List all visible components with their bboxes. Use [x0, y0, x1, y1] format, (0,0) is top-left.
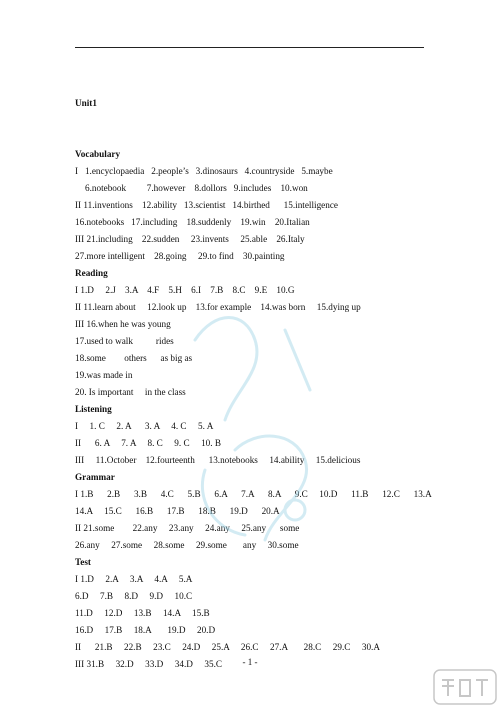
- answer-line: 16.notebooks 17.including 18.suddenly 19.win 20.Italian: [75, 217, 310, 227]
- section-heading: Vocabulary: [75, 149, 121, 159]
- answer-line: II 21.B 22.B 23.C 24.D 25.A 26.C 27.A 28.C 29.C 30.A: [75, 642, 380, 652]
- answer-line: III 21.including 22.sudden 23.invents 25.able 26.Italy: [75, 234, 305, 244]
- answer-line: 19.was made in: [75, 370, 133, 380]
- answer-line: III 31.B 32.D 33.D 34.D 35.C: [75, 659, 222, 669]
- answer-line: 11.D 12.D 13.B 14.A 15.B: [75, 608, 210, 618]
- answer-line: I 1.encyclopaedia 2.people’s 3.dinosaurs 4.countryside 5.maybe: [75, 166, 333, 176]
- unit-title: Unit1: [75, 98, 97, 108]
- answer-line: 27.more intelligent 28.going 29.to find 30.painting: [75, 251, 285, 261]
- answer-line: III 16.when he was young: [75, 319, 171, 329]
- answer-lines: [75, 146, 435, 673]
- header-rule: [75, 47, 424, 48]
- answer-line: I 1.D 2.A 3.A 4.A 5.A: [75, 574, 193, 584]
- answer-line: II 6. A 7. A 8. C 9. C 10. B: [75, 438, 221, 448]
- answer-line: 26.any 27.some 28.some 29.some any 30.some: [75, 540, 299, 550]
- answer-line: 16.D 17.B 18.A 19.D 20.D: [75, 625, 216, 635]
- answer-line: II 11.learn about 12.look up 13.for example 14.was born 15.dying up: [75, 302, 361, 312]
- answer-line: I 1.B 2.B 3.B 4.C 5.B 6.A 7.A 8.A 9.C 10.D 11.B 12.C 13.A: [75, 489, 432, 499]
- answer-line: III 11.October 12.fourteenth 13.notebooks 14.ability 15.delicious: [75, 455, 361, 465]
- section-heading: Reading: [75, 268, 108, 278]
- section-heading: Listening: [75, 404, 112, 414]
- answer-line: 6.notebook 7.however 8.dollors 9.includes 10.won: [85, 183, 308, 193]
- page-number: - 1 -: [242, 657, 258, 667]
- site-logo-icon: [432, 668, 498, 706]
- answer-key-content: [75, 61, 435, 690]
- answer-line: II 11.inventions 12.ability 13.scientist 14.birthed 15.intelligence: [75, 200, 338, 210]
- answer-line: 18.some others as big as: [75, 353, 193, 363]
- answer-line: 17.used to walk rides: [75, 336, 174, 346]
- section-heading: Test: [75, 557, 91, 567]
- answer-line: 14.A 15.C 16.B 17.B 18.B 19.D 20.A: [75, 506, 280, 516]
- section-heading: Grammar: [75, 472, 115, 482]
- answer-line: 20. Is important in the class: [75, 387, 186, 397]
- answer-line: I 1. C 2. A 3. A 4. C 5. A: [75, 421, 214, 431]
- answer-line: 6.D 7.B 8.D 9.D 10.C: [75, 591, 193, 601]
- answer-line: I 1.D 2.J 3.A 4.F 5.H 6.I 7.B 8.C 9.E 10.G: [75, 285, 295, 295]
- answer-line: II 21.some 22.any 23.any 24.any 25.any some: [75, 523, 300, 533]
